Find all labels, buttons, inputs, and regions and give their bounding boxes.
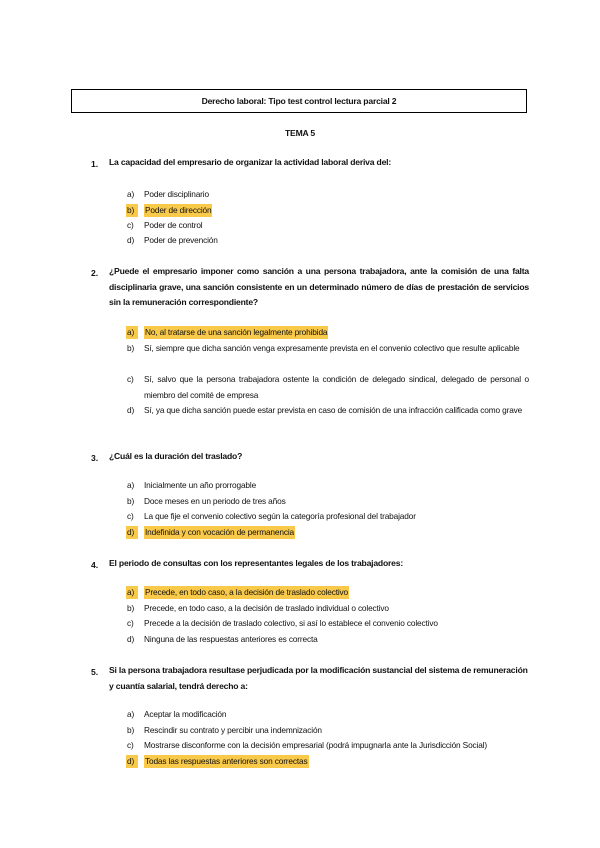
option-letter: b) (127, 496, 135, 506)
option-letter: d) (127, 405, 135, 415)
option-letter: a) (127, 709, 135, 719)
option-text: Sí, ya que dicha sanción puede estar prevista en caso de comisión de una infracción calificada como grave (144, 405, 523, 415)
option-letter: d) (127, 235, 135, 245)
option-letter: b) (127, 725, 135, 735)
question-number: 3. (91, 453, 99, 463)
question-text: Si la persona trabajadora resultase perjudicada por la modificación sustancial del sistema de remuneración y cuantía salarial, tendrá derecho a: (109, 665, 528, 691)
option-letter: b) (127, 343, 135, 353)
option-text: Poder de control (144, 220, 203, 230)
option-text: Aceptar la modificación (144, 709, 227, 719)
option-text: Doce meses en un periodo de tres años (144, 496, 286, 506)
document-title: Derecho laboral: Tipo test control lectura parcial 2 (201, 96, 397, 106)
question-number: 1. (91, 159, 99, 169)
option-text: La que fije el convenio colectivo según la categoría profesional del trabajador (144, 511, 416, 521)
option-text: Poder disciplinario (144, 189, 209, 199)
question-text: ¿Puede el empresario imponer como sanción a una persona trabajadora, ante la comisión de una falta disciplinaria grave, una sanción consistente en un determinado número de días de prestación de servicios sin la remuneración correspondiente? (109, 266, 529, 307)
question-number: 5. (91, 667, 99, 677)
option-letter: c) (127, 511, 134, 521)
option-letter: c) (127, 740, 134, 750)
option-letter: d) (127, 634, 135, 644)
option-letter: d) (126, 755, 138, 768)
option-letter: c) (127, 220, 134, 230)
option-letter: c) (127, 374, 134, 384)
option-text: Precede a la decisión de traslado colectivo, si así lo establece el convenio colectivo (144, 618, 438, 628)
question-number: 4. (91, 560, 99, 570)
question-text: ¿Cuál es la duración del traslado? (109, 451, 243, 461)
option-text-highlighted: Todas las respuestas anteriores son correctas (145, 756, 308, 766)
option-text: Mostrarse disconforme con la decisión empresarial (podrá impugnarla ante la Jurisdicción Social) (144, 740, 487, 750)
option-letter: b) (126, 204, 138, 217)
document-title-box (71, 89, 527, 113)
question-number: 2. (91, 268, 99, 278)
option-letter: c) (127, 618, 134, 628)
option-letter: a) (126, 326, 138, 339)
option-text: Inicialmente un año prorrogable (144, 480, 257, 490)
option-letter: b) (127, 603, 135, 613)
option-text-highlighted: Poder de dirección (145, 205, 212, 215)
option-letter: a) (126, 586, 138, 599)
option-letter: d) (126, 526, 138, 539)
option-text: Ninguna de las respuestas anteriores es correcta (144, 634, 318, 644)
option-text-highlighted: Precede, en todo caso, a la decisión de traslado colectivo (145, 587, 349, 597)
option-text: Sí, siempre que dicha sanción venga expresamente prevista en el convenio colectivo que resulte aplicable (144, 343, 520, 353)
option-text: Rescindir su contrato y percibir una indemnización (144, 725, 322, 735)
option-text: Sí, salvo que la persona trabajadora ostente la condición de delegado sindical, delegado de personal o miembro del comité de empresa (144, 374, 529, 400)
question-text: El periodo de consultas con los representantes legales de los trabajadores: (109, 558, 403, 568)
option-text: Poder de prevención (144, 235, 218, 245)
option-text-highlighted: Indefinida y con vocación de permanencia (145, 527, 294, 537)
option-letter: a) (127, 189, 135, 199)
option-text: Precede, en todo caso, a la decisión de traslado individual o colectivo (144, 603, 389, 613)
option-text-highlighted: No, al tratarse de una sanción legalmente prohibida (145, 327, 328, 337)
question-text: La capacidad del empresario de organizar la actividad laboral deriva del: (109, 157, 391, 167)
option-letter: a) (127, 480, 135, 490)
section-heading: TEMA 5 (285, 128, 315, 138)
